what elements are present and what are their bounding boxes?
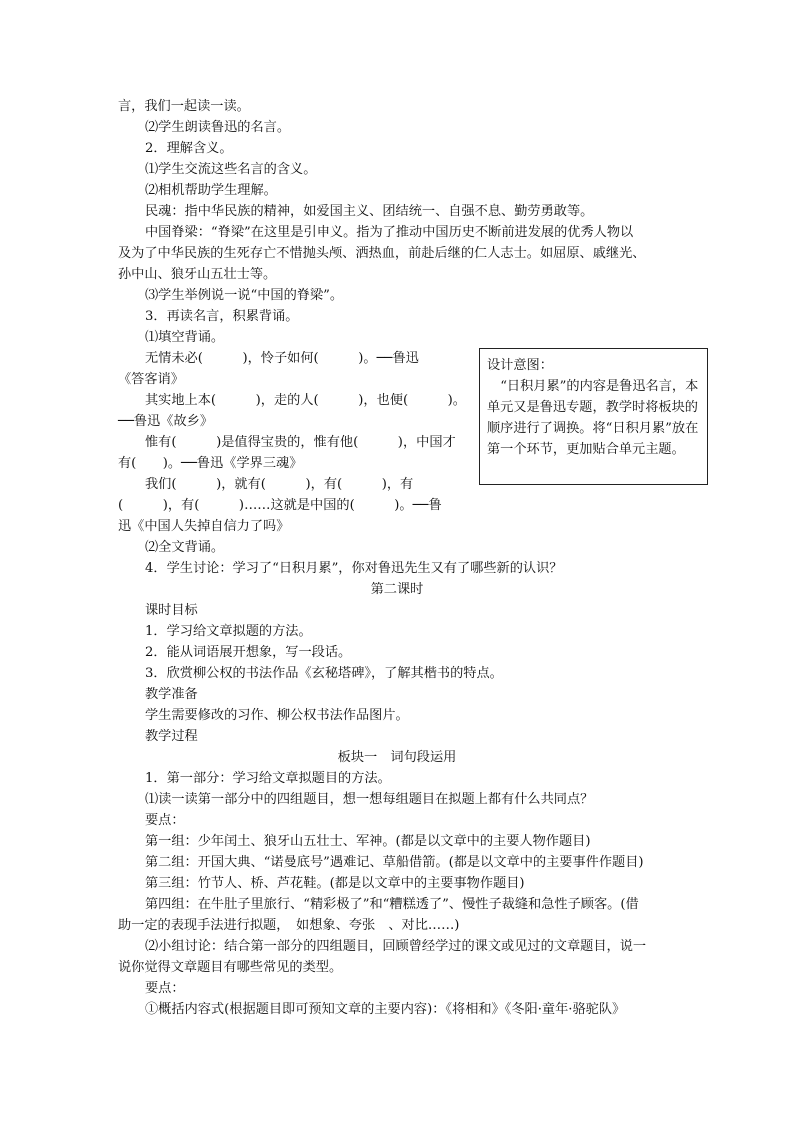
text-line: 第一组：少年闰土、狼牙山五壮士、军神。(都是以文章中的主要人物作题目): [145, 834, 591, 849]
text-line: 《答客诮》: [118, 372, 184, 387]
text-line: 中国脊梁：“脊梁”在这里是引申义。指为了推动中国历史不断前进发展的优秀人物以: [145, 225, 634, 240]
text-line: 言，我们一起读一读。: [118, 99, 250, 114]
text-line: 第四组：在牛肚子里旅行、“精彩极了”和“糟糕透了”、慢性子裁缝和急性子顾客。(借: [145, 897, 639, 912]
text-line: ⑶学生举例说一说“中国的脊梁”。: [145, 288, 344, 303]
text-line: 学生需要修改的习作、柳公权书法作品图片。: [145, 708, 409, 723]
text-line: ⑴填空背诵。: [145, 330, 225, 345]
text-line: 孙中山、狼牙山五壮士等。: [118, 267, 277, 282]
text-line: ──鲁迅《故乡》: [118, 414, 214, 429]
text-line: ( )，有( )……这就是中国的( )。──鲁: [118, 498, 442, 513]
section-heading: 第二课时: [370, 582, 424, 597]
text-line: 要点：: [145, 981, 185, 996]
text-line: ⑵相机帮助学生理解。: [145, 183, 277, 198]
text-line: 教学准备: [145, 687, 198, 702]
text-line: 惟有( )是值得宝贵的，惟有他( )，中国才: [145, 435, 456, 450]
text-line: 说你觉得文章题目有哪些常见的类型。: [118, 960, 343, 975]
design-intent-box: [479, 348, 708, 485]
text-line: 无情未必( )，怜子如何( )。──鲁迅: [145, 351, 419, 366]
text-line: 3．欣赏柳公权的书法作品《玄秘塔碑》，了解其楷书的特点。: [145, 666, 503, 681]
text-line: 课时目标: [145, 603, 198, 618]
text-line: 第二组：开国大典、“诺曼底号”遇难记、草船借箭。(都是以文章中的主要事件作题目): [145, 855, 644, 870]
text-line: ⑵学生朗读鲁迅的名言。: [145, 120, 291, 135]
text-line: 2．理解含义。: [145, 141, 233, 156]
text-line: 要点：: [145, 813, 185, 828]
text-line: 4．学生讨论：学习了“日积月累”，你对鲁迅先生又有了哪些新的认识？: [145, 561, 563, 576]
text-line: 1．第一部分：学习给文章拟题目的方法。: [145, 771, 391, 786]
text-line: 民魂：指中华民族的精神，如爱国主义、团结统一、自强不息、勤劳勇敢等。: [145, 204, 594, 219]
text-line: ①概括内容式(根据题目即可预知文章的主要内容)：《将相和》《冬阳·童年·骆驼队》: [145, 1002, 626, 1017]
text-line: ⑴读一读第一部分中的四组题目，想一想每组题目在拟题上都有什么共同点？: [145, 792, 594, 807]
text-line: 3．再读名言，积累背诵。: [145, 309, 299, 324]
text-line: ⑵全文背诵。: [145, 540, 225, 555]
text-line: 2．能从词语展开想象，写一段话。: [145, 645, 352, 660]
design-intent-title: 设计意图：: [487, 358, 553, 373]
text-line: ⑴学生交流这些名言的含义。: [145, 162, 317, 177]
text-line: 我们( )，就有( )，有( )，有: [145, 477, 414, 492]
text-line: ⑵小组讨论：结合第一部分的四组题目，回顾曾经学过的课文或见过的文章题目，说一: [145, 939, 647, 954]
block-heading: 板块一 词句段运用: [337, 750, 457, 765]
text-line: 第三组：竹节人、桥、芦花鞋。(都是以文章中的主要事物作题目): [145, 876, 525, 891]
text-line: 教学过程: [145, 729, 198, 744]
design-intent-body: “日积月累”的内容是鲁迅名言，本单元又是鲁迅专题，教学时将板块的顺序进行了调换。将“日积月累”放在第一个环节，更加贴合单元主题。: [487, 379, 699, 457]
text-line: 其实地上本( )，走的人( )，也便( )。: [145, 393, 466, 408]
text-line: 助一定的表现手法进行拟题， 如想象、夸张 、对比……): [118, 918, 460, 933]
text-line: 有( )。──鲁迅《学界三魂》: [118, 456, 303, 471]
text-line: 1．学习给文章拟题的方法。: [145, 624, 312, 639]
text-line: 及为了中华民族的生死存亡不惜抛头颅、洒热血，前赴后继的仁人志士。如屈原、戚继光、: [118, 246, 646, 261]
text-line: 迅《中国人失掉自信力了吗》: [118, 519, 290, 534]
